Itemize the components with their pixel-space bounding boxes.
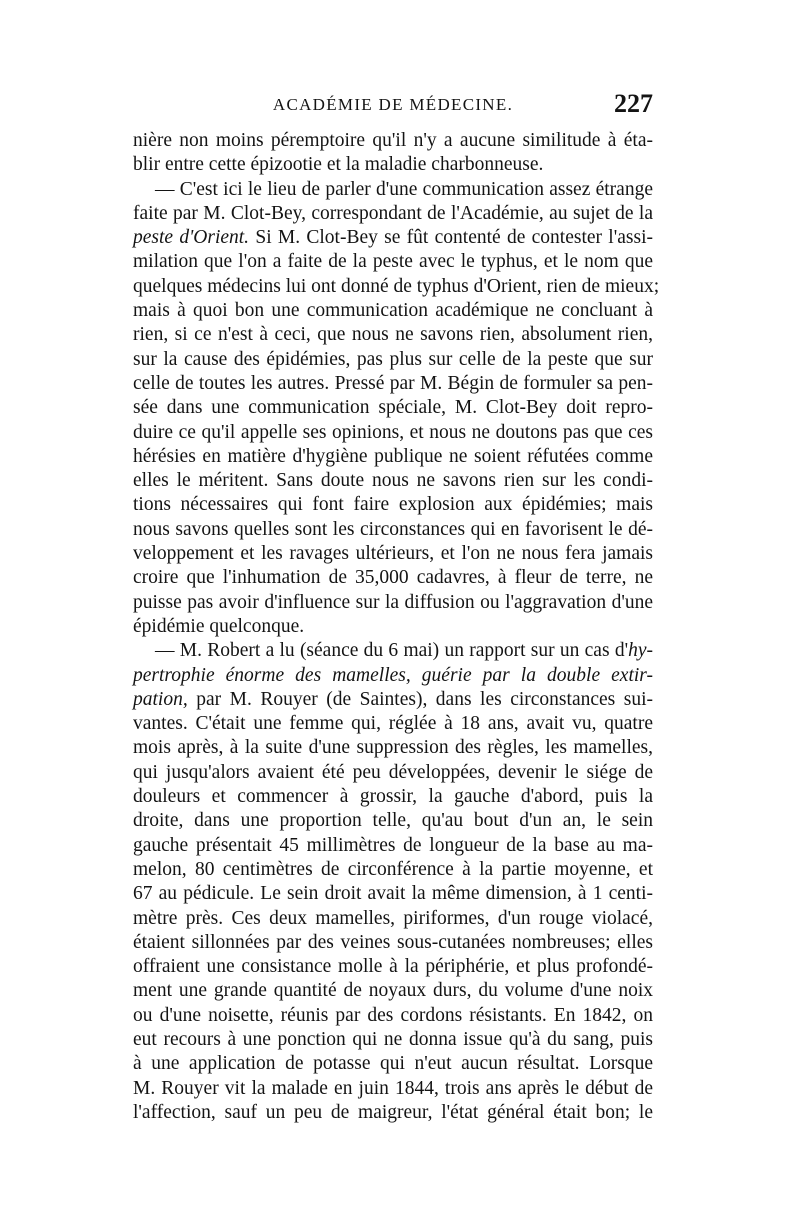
text-line: [133, 688, 653, 712]
text-line: [133, 955, 653, 979]
text-line: [133, 129, 653, 153]
text-segment: M. Rouyer vit la malade en juin 1844, trois ans après le début de: [133, 1077, 653, 1099]
text-line: [133, 664, 653, 688]
text-line: [133, 202, 653, 226]
text-segment: gauche présentait 45 millimètres de longueur de la base au ma-: [133, 834, 653, 856]
text-line: [133, 785, 653, 809]
text-line: [133, 396, 653, 420]
text-line: [133, 250, 653, 274]
text-line: [133, 299, 653, 323]
text-line: [133, 907, 653, 931]
text-segment: blir entre cette épizootie et la maladie charbonneuse.: [133, 154, 544, 176]
running-title: ACADÉMIE DE MÉDECINE.: [272, 95, 514, 114]
text-segment: qui jusqu'alors avaient été peu développées, devenir le siége de: [133, 761, 653, 783]
text-line: [133, 882, 653, 906]
text-segment: mais à quoi bon une communication académique ne concluant à: [133, 300, 653, 322]
text-line: [133, 153, 653, 177]
text-line: [133, 1052, 653, 1076]
text-segment: ou d'une noisette, réunis par des cordons résistants. En 1842, on: [133, 1004, 653, 1026]
text-line: [133, 275, 660, 299]
text-line: [133, 226, 653, 250]
text-segment: par M. Rouyer (de Saintes), dans les circonstances sui-: [187, 688, 653, 710]
text-line: [133, 1004, 653, 1028]
text-line: [133, 761, 653, 785]
text-segment: — M. Robert a lu (séance du 6 mai) un rapport sur un cas d': [155, 640, 629, 662]
text-line: [133, 372, 653, 396]
text-segment: duire ce qu'il appelle ses opinions, et nous ne doutons pas que ces: [133, 421, 653, 443]
text-segment: elles le méritent. Sans doute nous ne savons rien sur les condi-: [133, 470, 653, 492]
text-line: [133, 809, 653, 833]
text-segment: étaient sillonnées par des veines sous-cutanées nombreuses; elles: [133, 931, 653, 953]
text-segment: douleurs et commencer à grossir, la gauche d'abord, puis la: [133, 786, 653, 808]
text-segment: l'affection, sauf un peu de maigreur, l'état général était bon; le: [133, 1101, 653, 1123]
text-line: [133, 445, 653, 469]
text-line: [133, 712, 653, 736]
text-line: [133, 348, 653, 372]
text-segment: mètre près. Ces deux mamelles, piriformes, d'un rouge violacé,: [133, 907, 653, 929]
text-line: [133, 469, 653, 493]
text-line: [133, 178, 653, 202]
text-line: [133, 615, 653, 639]
text-segment: nous savons quelles sont les circonstances qui en favorisent le dé-: [133, 518, 653, 540]
text-segment: sur la cause des épidémies, pas plus sur celle de la peste que sur: [133, 348, 653, 370]
text-segment: hérésies en matière d'hygiène publique ne soient réfutées comme: [133, 445, 653, 467]
text-segment: sée dans une communication spéciale, M. Clot-Bey doit repro-: [133, 397, 653, 419]
text-segment: vantes. C'était une femme qui, réglée à 18 ans, avait vu, quatre: [133, 713, 653, 735]
text-line: [133, 542, 653, 566]
text-line: [133, 323, 653, 347]
text-line: [133, 591, 653, 615]
text-segment: eut recours à une ponction qui ne donna issue qu'à du sang, puis: [133, 1028, 653, 1050]
text-line: [133, 639, 653, 663]
text-line: [133, 736, 653, 760]
italic-text: hy-: [628, 640, 653, 662]
text-line: [133, 1028, 653, 1052]
text-segment: offraient une consistance molle à la périphérie, et plus profondé-: [133, 956, 653, 978]
text-segment: — C'est ici le lieu de parler d'une communication assez étrange: [155, 178, 653, 200]
text-line: [133, 566, 653, 590]
text-line: [133, 421, 653, 445]
text-line: [133, 1101, 653, 1125]
text-line: [133, 979, 653, 1003]
text-segment: épidémie quelconque.: [133, 615, 305, 637]
text-segment: Si M. Clot-Bey se fût contenté de contester l'assi-: [249, 227, 653, 249]
text-segment: celle de toutes les autres. Pressé par M. Bégin de formuler sa pen-: [133, 372, 653, 394]
italic-text: pertrophie énorme des mamelles, guérie par la double extir-: [133, 664, 653, 686]
text-segment: ment une grande quantité de noyaux durs, du volume d'une noix: [133, 980, 653, 1002]
text-segment: croire que l'inhumation de 35,000 cadavres, à fleur de terre, ne: [133, 567, 653, 589]
body-text: [133, 129, 660, 1125]
text-line: [133, 1077, 653, 1101]
italic-text: peste d'Orient.: [133, 227, 250, 249]
text-line: [133, 858, 653, 882]
text-segment: tions nécessaires qui font faire explosion aux épidémies; mais: [133, 494, 653, 516]
text-line: [133, 931, 653, 955]
text-segment: faite par M. Clot-Bey, correspondant de l'Académie, au sujet de la: [133, 202, 653, 224]
text-segment: droite, dans une proportion telle, qu'au bout d'un an, le sein: [133, 810, 653, 832]
text-line: [133, 518, 653, 542]
text-line: [133, 834, 653, 858]
text-segment: quelques médecins lui ont donné de typhus d'Orient, rien de mieux;: [133, 275, 660, 297]
text-line: [133, 493, 653, 517]
text-segment: 67 au pédicule. Le sein droit avait la même dimension, à 1 centi-: [133, 883, 653, 905]
text-segment: melon, 80 centimètres de circonférence à la partie moyenne, et: [133, 858, 653, 880]
text-segment: milation que l'on a faite de la peste avec le typhus, et le nom que: [133, 251, 653, 273]
text-segment: nière non moins péremptoire qu'il n'y a aucune similitude à éta-: [133, 130, 653, 151]
text-segment: veloppement et les ravages ultérieurs, et l'on ne nous fera jamais: [133, 543, 653, 565]
text-segment: puisse pas avoir d'influence sur la diffusion ou l'aggravation d'une: [133, 591, 653, 613]
text-segment: à une application de potasse qui n'eut aucun résultat. Lorsque: [133, 1053, 653, 1075]
italic-text: pation,: [133, 688, 188, 710]
text-segment: rien, si ce n'est à ceci, que nous ne savons rien, absolument rien,: [133, 324, 653, 346]
running-head: [133, 89, 653, 131]
text-segment: mois après, à la suite d'une suppression des règles, les mamelles,: [133, 737, 653, 759]
page-number: 227: [614, 89, 653, 118]
